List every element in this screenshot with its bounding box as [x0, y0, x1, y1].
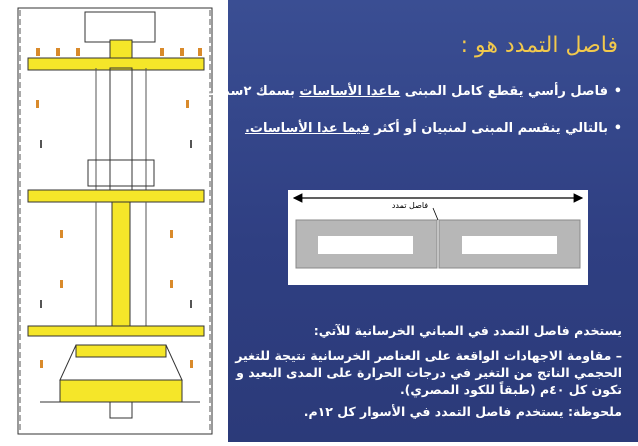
usage-heading: يستخدم فاصل التمدد في المباني الخرسانية للآتي: — [313, 323, 622, 338]
footing-base — [60, 380, 182, 402]
mid-block — [88, 160, 154, 186]
top-block — [85, 12, 155, 42]
bullet-2-text-b: فيما عدا الأساسات. — [244, 121, 370, 136]
bullet-dot: • — [613, 121, 622, 136]
joint-label: فاصل تمدد — [391, 201, 429, 210]
bullet-dot: • — [613, 84, 622, 99]
remark: ملحوظة: يستخدم فاصل التمدد في الأسوار كل ١٢م. — [303, 404, 622, 419]
bullet-2-text-a: بالتالي ينقسم المبنى لمنبيان أو أكثر — [369, 121, 608, 136]
usage-item: – مقاومة الاجهادات الواقعة على العناصر الخرسانية نتيجة للتغير الحجمي الناتج من التغير في درجات الحرارة على المدى البعيد و تكون كل ٤٠م (طبقاً للكود المصري). — [235, 348, 622, 397]
expansion-joint-diagram — [288, 190, 588, 285]
ground-slab — [28, 326, 204, 336]
left-block-void — [318, 236, 413, 254]
right-block-void — [462, 236, 557, 254]
bullet-1-text-b: ماعدا الأساسات — [299, 84, 401, 99]
structural-drawing — [0, 0, 228, 442]
bullet-1-text-c: بسمك ٢سم تقريباً. — [173, 84, 300, 99]
upper-column-outline — [110, 68, 132, 190]
pedestal — [110, 402, 132, 418]
structural-section-svg — [0, 0, 228, 442]
bullet-2 — [245, 121, 622, 136]
footing-top — [76, 345, 166, 357]
lower-column — [112, 202, 130, 332]
floor-slab-1 — [28, 190, 204, 202]
expansion-joint-svg — [288, 190, 588, 285]
bullet-1-text-a: فاصل رأسي يقطع كامل المبنى — [400, 84, 608, 99]
bullet-1 — [174, 84, 622, 99]
slide-title: فاصل التمدد هو : — [460, 33, 618, 58]
label-leader — [433, 208, 438, 220]
